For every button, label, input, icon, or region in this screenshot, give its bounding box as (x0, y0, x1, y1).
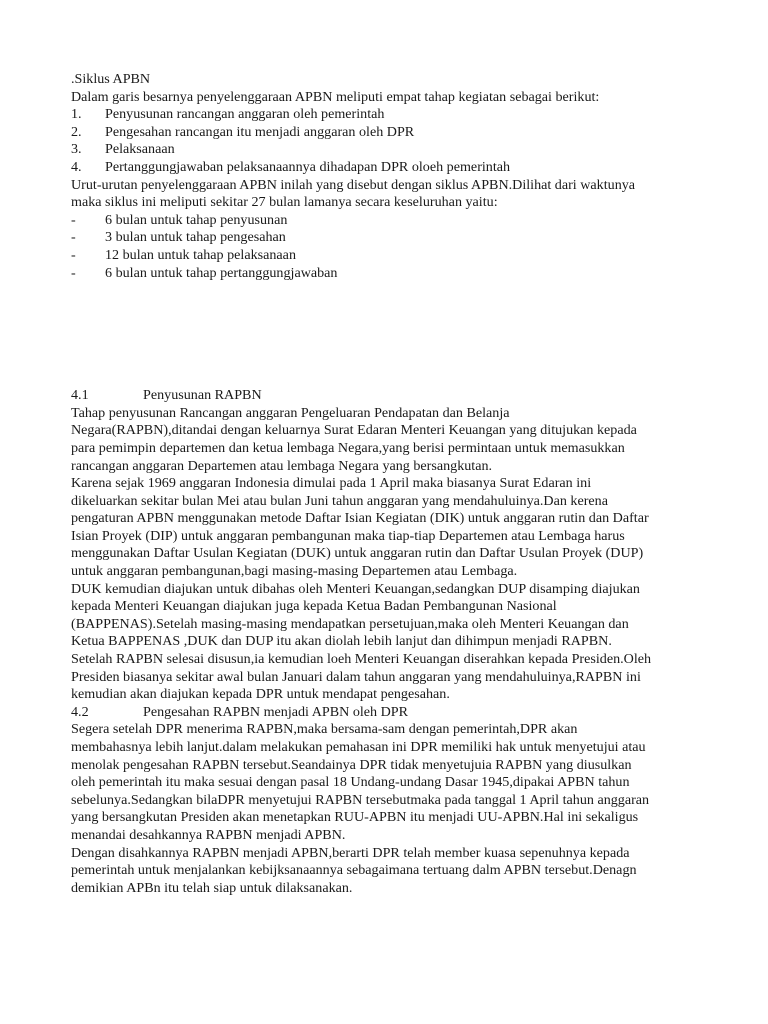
paragraph-line: menolak pengesahan RAPBN tersebut.Seandainya DPR tidak menyetujuia RAPBN yang diusulkan (71, 756, 632, 773)
paragraph-line: pemerintah untuk menjalankan kebijksanaannya sebagaimana tertuang dalm APBN tersebut.Denagn (71, 862, 637, 879)
list-text: 6 bulan untuk tahap pertanggungjawaban (105, 264, 338, 281)
section-4-1-body (71, 405, 711, 704)
list-text: 12 bulan untuk tahap pelaksanaan (105, 246, 296, 263)
list-text: Pelaksanaan (105, 141, 175, 158)
heading-number: 4.2 (71, 703, 89, 720)
section-heading-4-2 (71, 704, 711, 722)
list-item (71, 212, 711, 230)
paragraph-line: pengaturan APBN menggunakan metode Daftar Isian Kegiatan (DIK) untuk anggaran rutin dan Daftar (71, 510, 649, 527)
list-item (71, 229, 711, 247)
paragraph-line: maka siklus ini meliputi sekitar 27 bulan lamanya secara keseluruhan yaitu: (71, 194, 498, 211)
heading-text: Penyusunan RAPBN (143, 387, 262, 404)
paragraph-line: Presiden biasanya sekitar awal bulan Januari dalam tahun anggaran yang mendahuluinya,RAPBN ini (71, 668, 641, 685)
list-text: Pertanggungjawaban pelaksanaannya dihadapan DPR oloeh pemerintah (105, 158, 511, 175)
paragraph-line: oleh pemerintah itu maka sesuai dengan pasal 18 Undang-undang Dasar 1945,dipakai APBN tahun (71, 774, 630, 791)
paragraph-line: membahasnya lebih lanjut.dalam melakukan pemahasan ini DPR memiliki hak untuk menyetujui atau (71, 739, 646, 755)
paragraph-line: para pemimpin departemen dan ketua lembaga Negara,yang berisi permintaan untuk memasukkan (71, 439, 625, 456)
section-4-2-body (71, 721, 711, 897)
list-bullet: - (71, 246, 76, 263)
paragraph-line: Karena sejak 1969 anggaran Indonesia dimulai pada 1 April maka biasanya Surat Edaran ini (71, 475, 592, 492)
paragraph-line: untuk anggaran pembangunan,bagi masing-masing Departemen atau Lembaga. (71, 563, 518, 580)
document-page (71, 71, 711, 897)
list-text: Penyusunan rancangan anggaran oleh pemerintah (105, 106, 385, 123)
paragraph-line: rancangan anggaran Departemen atau lembaga Negara yang bersangkutan. (71, 457, 493, 474)
list-number: 4. (71, 158, 82, 175)
paragraph-line: Negara(RAPBN),ditandai dengan keluarnya Surat Edaran Menteri Keuangan yang ditujukan kepada (71, 422, 637, 439)
blank-gap (71, 282, 711, 387)
paragraph-line: dikeluarkan sekitar bulan Mei atau bulan Juni tahun anggaran yang mendahuluinya.Dan kerena (71, 492, 608, 509)
paragraph-line: Tahap penyusunan Rancangan anggaran Pengeluaran Pendapatan dan Belanja (71, 404, 510, 421)
paragraph-line: Isian Proyek (DIP) untuk anggaran pembangunan maka tiap-tiap Departemen atau Lembaga harus (71, 527, 625, 544)
list-number: 2. (71, 123, 82, 140)
paragraph-line: kemudian akan diajukan kepada DPR untuk mendapat pengesahan. (71, 686, 450, 703)
paragraph-line: kepada Menteri Keuangan diajukan juga kepada Ketua Badan Pembangunan Nasional (71, 598, 557, 615)
paragraph-line: Setelah RAPBN selesai disusun,ia kemudian loeh Menteri Keuangan diserahkan kepada Presiden.Oleh (71, 651, 652, 668)
intro-paragraph (71, 177, 711, 212)
list-item (71, 159, 711, 177)
paragraph-line: Ketua BAPPENAS ,DUK dan DUP itu akan diolah lebih lanjut dan dihimpun menjadi RAPBN. (71, 633, 612, 650)
list-number: 3. (71, 141, 82, 158)
paragraph-line: demikian APBn itu telah siap untuk dilaksanakan. (71, 879, 353, 896)
paragraph-line: Urut-urutan penyelenggaraan APBN inilah yang disebut dengan siklus APBN.Dilihat dari waktunya (71, 176, 636, 193)
list-text: 3 bulan untuk tahap pengesahan (105, 229, 286, 246)
paragraph-line: DUK kemudian diajukan untuk dibahas oleh Menteri Keuangan,sedangkan DUP disamping diajukan (71, 580, 640, 597)
durations-list (71, 212, 711, 282)
heading-number: 4.1 (71, 387, 89, 404)
intro-lead: Dalam garis besarnya penyelenggaraan APBN meliputi empat tahap kegiatan sebagai berikut: (71, 88, 600, 105)
list-item (71, 124, 711, 142)
paragraph-line: (BAPPENAS).Setelah masing-masing mendapatkan persetujuan,maka oleh Menteri Keuangan dan (71, 615, 629, 632)
list-text: 6 bulan untuk tahap penyusunan (105, 211, 288, 228)
section-heading-4-1 (71, 387, 711, 405)
list-item (71, 265, 711, 283)
paragraph-line: Dengan disahkannya RAPBN menjadi APBN,berarti DPR telah member kuasa sepenuhnya kepada (71, 844, 630, 861)
list-number: 1. (71, 106, 82, 123)
list-item (71, 247, 711, 265)
steps-list (71, 106, 711, 176)
paragraph-line: sebelunya.Sedangkan bilaDPR menyetujui RAPBN tersebutmaka pada tanggal 1 April tahun anggaran (71, 791, 650, 808)
list-text: Pengesahan rancangan itu menjadi anggaran oleh DPR (105, 123, 415, 140)
paragraph-line: menandai desahkannya RAPBN menjadi APBN. (71, 826, 346, 843)
list-bullet: - (71, 229, 76, 246)
list-bullet: - (71, 211, 76, 228)
section-title: .Siklus APBN (71, 71, 151, 87)
heading-text: Pengesahan RAPBN menjadi APBN oleh DPR (143, 703, 409, 720)
paragraph-line: Segera setelah DPR menerima RAPBN,maka bersama-sam dengan pemerintah,DPR akan (71, 721, 578, 738)
list-item (71, 106, 711, 124)
list-bullet: - (71, 264, 76, 281)
list-item (71, 141, 711, 159)
paragraph-line: menggunakan Daftar Usulan Kegiatan (DUK) untuk anggaran rutin dan Daftar Usulan Proyek (DUP) (71, 545, 644, 562)
paragraph-line: yang bersangkutan Presiden akan menetapkan RUU-APBN itu menjadi UU-APBN.Hal ini sekaligus (71, 809, 639, 826)
